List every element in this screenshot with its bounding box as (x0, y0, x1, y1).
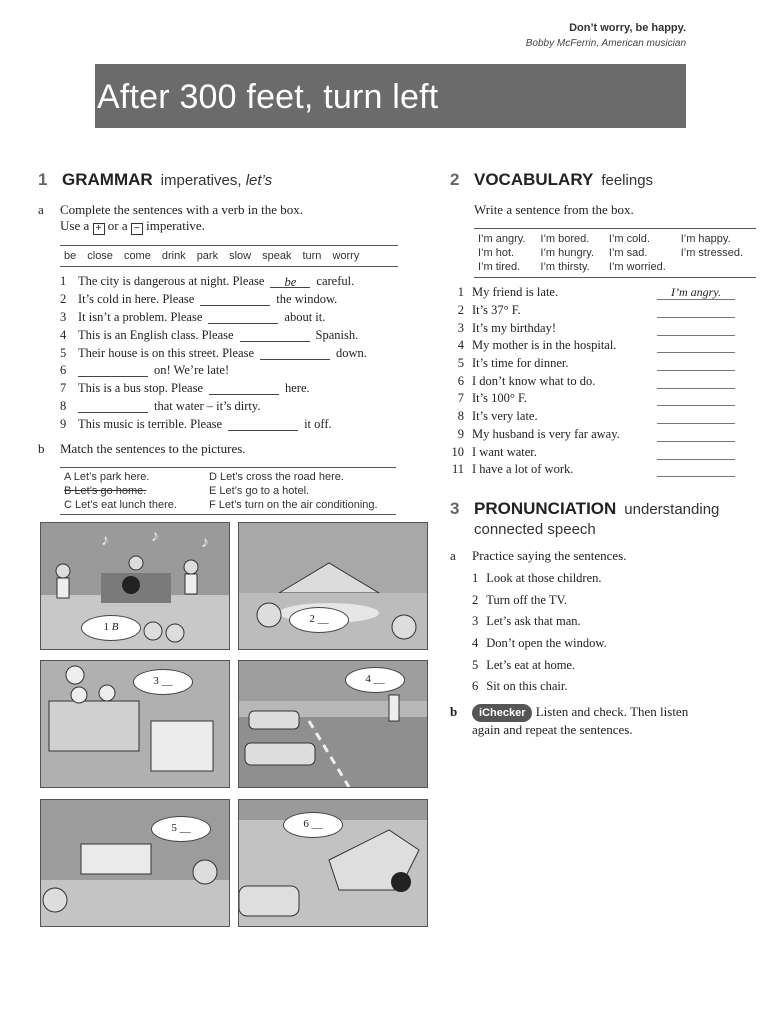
answer-blank[interactable] (657, 427, 735, 442)
answer-blank[interactable] (657, 445, 735, 460)
phrase: I’m stressed. (680, 247, 744, 259)
section-title: VOCABULARY (474, 170, 594, 189)
speech-bubble-1: 1 B (81, 615, 141, 641)
match-sentence: D Let’s cross the road here. (209, 471, 344, 484)
phrase: I’m bored. (540, 233, 590, 245)
list-item: 2 It’s 37° F. (450, 302, 735, 320)
list-item: 7 This is a bus stop. Please here. (60, 381, 310, 396)
answer-blank[interactable] (209, 382, 279, 395)
match-sentence: A Let’s park here. (64, 471, 150, 484)
list-item: 8 that water – it’s dirty. (60, 398, 261, 413)
answer-blank[interactable] (657, 409, 735, 424)
match-sentence-box (60, 467, 396, 515)
plus-icon: + (93, 223, 105, 235)
answer-blank[interactable] (228, 418, 298, 431)
pron-sentence-list (472, 568, 735, 698)
part-letter: a (38, 202, 44, 217)
quote-text: Don’t worry, be happy. (569, 22, 686, 34)
list-item: 1 The city is dangerous at night. Please be careful. (60, 274, 355, 290)
picture-concert (40, 522, 230, 650)
list-item: 11 I have a lot of work. (450, 461, 735, 479)
match-sentence-used: B Let’s go home. (64, 485, 147, 498)
list-item: 6 I don’t know what to do. (450, 372, 735, 390)
grammar-part-b (38, 441, 398, 457)
quote-author: Bobby McFerrin, American musician (525, 38, 686, 49)
picture-hot-room (40, 660, 230, 788)
section-number: 2 (450, 170, 460, 189)
picture-park-bench (40, 799, 230, 927)
vocab-exercise-list (450, 284, 735, 479)
part-letter: a (450, 547, 456, 563)
answer-blank[interactable] (657, 391, 735, 406)
vocabulary-heading (450, 170, 735, 190)
word: park (196, 250, 219, 262)
grammar-heading (38, 170, 398, 190)
word: come (123, 250, 151, 262)
answer-blank[interactable]: be (270, 275, 310, 288)
word: turn (302, 250, 322, 262)
answer-blank[interactable]: I’m angry. (657, 285, 735, 300)
answer-blank[interactable] (78, 364, 148, 377)
pron-part-b (450, 704, 735, 738)
section-number: 1 (38, 170, 48, 189)
verb-word-box (60, 245, 398, 267)
phrase: I’m sad. (608, 247, 648, 259)
pronunciation-heading (450, 499, 735, 538)
answer-blank[interactable] (208, 311, 278, 324)
match-sentence: F Let’s turn on the air conditioning. (209, 499, 378, 512)
epigraph (526, 22, 686, 49)
grammar-exercise-list (60, 273, 398, 433)
word: close (87, 250, 113, 262)
word: slow (229, 250, 252, 262)
list-item: 3 It’s my birthday! (450, 319, 735, 337)
answer-blank[interactable] (78, 400, 148, 413)
svg-text:♪: ♪ (201, 534, 209, 551)
phrase: I’m cold. (608, 233, 650, 245)
phrase: I’m thirsty. (540, 261, 590, 273)
picture-crosswalk (238, 660, 428, 788)
phrase: I’m hot. (478, 247, 515, 259)
right-column (450, 170, 744, 738)
answer-blank[interactable] (657, 462, 735, 477)
list-item: 6 Sit on this chair. (472, 679, 568, 694)
list-item: 2 It’s cold in here. Please the window. (60, 292, 338, 307)
speech-bubble-4: 4 __ (345, 667, 405, 693)
pron-b-instructions: iChecker Listen and check. Then listen again and repeat the sentences. (472, 703, 689, 737)
part-letter: b (450, 703, 458, 719)
section-title: GRAMMAR (62, 170, 153, 189)
speech-bubble-3: 3 __ (133, 669, 193, 695)
phrase (681, 261, 752, 273)
word: drink (161, 250, 186, 262)
ichecker-badge[interactable]: iChecker (472, 704, 532, 722)
answer-blank[interactable] (260, 347, 330, 360)
answer-blank[interactable] (657, 356, 735, 371)
phrase: I’m hungry. (540, 247, 594, 259)
part-b-instructions: Match the sentences to the pictures. (60, 441, 246, 457)
pron-part-a (450, 548, 735, 564)
list-item: 8 It’s very late. (450, 408, 735, 426)
answer-blank[interactable] (657, 303, 735, 318)
match-sentence: E Let’s go to a hotel. (209, 485, 310, 498)
feelings-phrase-box (474, 228, 756, 278)
vocab-instructions: Write a sentence from the box. (474, 202, 634, 217)
list-item: 1 My friend is late. I’m angry. (450, 284, 735, 302)
match-sentence: C Let’s eat lunch there. (64, 499, 177, 512)
pron-instructions: Practice saying the sentences. (472, 547, 627, 563)
word: speak (262, 250, 292, 262)
list-item: 10 I want water. (450, 443, 735, 461)
speech-bubble-2: 2 __ (289, 607, 349, 633)
section-title: PRONUNCIATION (474, 498, 617, 518)
phrase: I’m worried. (608, 261, 666, 273)
answer-blank[interactable] (657, 338, 735, 353)
section-subtitle: imperatives, let’s (160, 172, 273, 189)
section-number: 3 (450, 498, 460, 518)
list-item: 9 This music is terrible. Please it off. (60, 416, 332, 431)
answer-blank[interactable] (200, 293, 270, 306)
list-item: 1 Look at those children. (472, 570, 602, 585)
list-item: 3 Let’s ask that man. (472, 614, 581, 629)
part-letter: b (38, 441, 45, 457)
list-item: 7 It’s 100° F. (450, 390, 735, 408)
word: worry (332, 250, 360, 262)
minus-icon: − (131, 223, 143, 235)
list-item: 5 Their house is on this street. Please down. (60, 345, 367, 360)
picture-rain-tent (238, 522, 428, 650)
grammar-part-a (38, 202, 398, 235)
list-item: 4 This is an English class. Please Spanish. (60, 327, 359, 342)
section-subtitle: understanding (624, 500, 720, 518)
word: be (64, 250, 77, 262)
speech-bubble-6: 6 __ (283, 812, 343, 838)
picture-grid (40, 522, 428, 926)
list-item: 5 It’s time for dinner. (450, 355, 735, 373)
svg-text:♪: ♪ (101, 532, 109, 549)
phrase: I’m angry. (478, 233, 526, 245)
list-item: 3 It isn’t a problem. Please about it. (60, 309, 326, 324)
section-subtitle-line2: connected speech (474, 520, 596, 538)
list-item: 4 My mother is in the hospital. (450, 337, 735, 355)
grammar-section (38, 170, 398, 515)
page-title: After 300 feet, turn left (97, 78, 439, 116)
phrase: I’m happy. (680, 233, 731, 245)
list-item: 4 Don’t open the window. (472, 635, 607, 650)
speech-bubble-5: 5 __ (151, 816, 211, 842)
answer-blank[interactable] (657, 374, 735, 389)
title-banner (95, 64, 686, 128)
picture-car (238, 799, 428, 927)
section-subtitle: feelings (601, 172, 654, 189)
part-a-instructions: Complete the sentences with a verb in the box. Use a + or a − imperative. (60, 202, 303, 234)
list-item: 9 My husband is very far away. (450, 426, 735, 444)
answer-blank[interactable] (657, 321, 735, 336)
list-item: 2 Turn off the TV. (472, 592, 568, 607)
svg-text:♪: ♪ (151, 528, 159, 545)
list-item: 6 on! We’re late! (60, 363, 230, 378)
answer-blank[interactable] (240, 329, 310, 342)
phrase: I’m tired. (478, 261, 521, 273)
list-item: 5 Let’s eat at home. (472, 657, 576, 672)
